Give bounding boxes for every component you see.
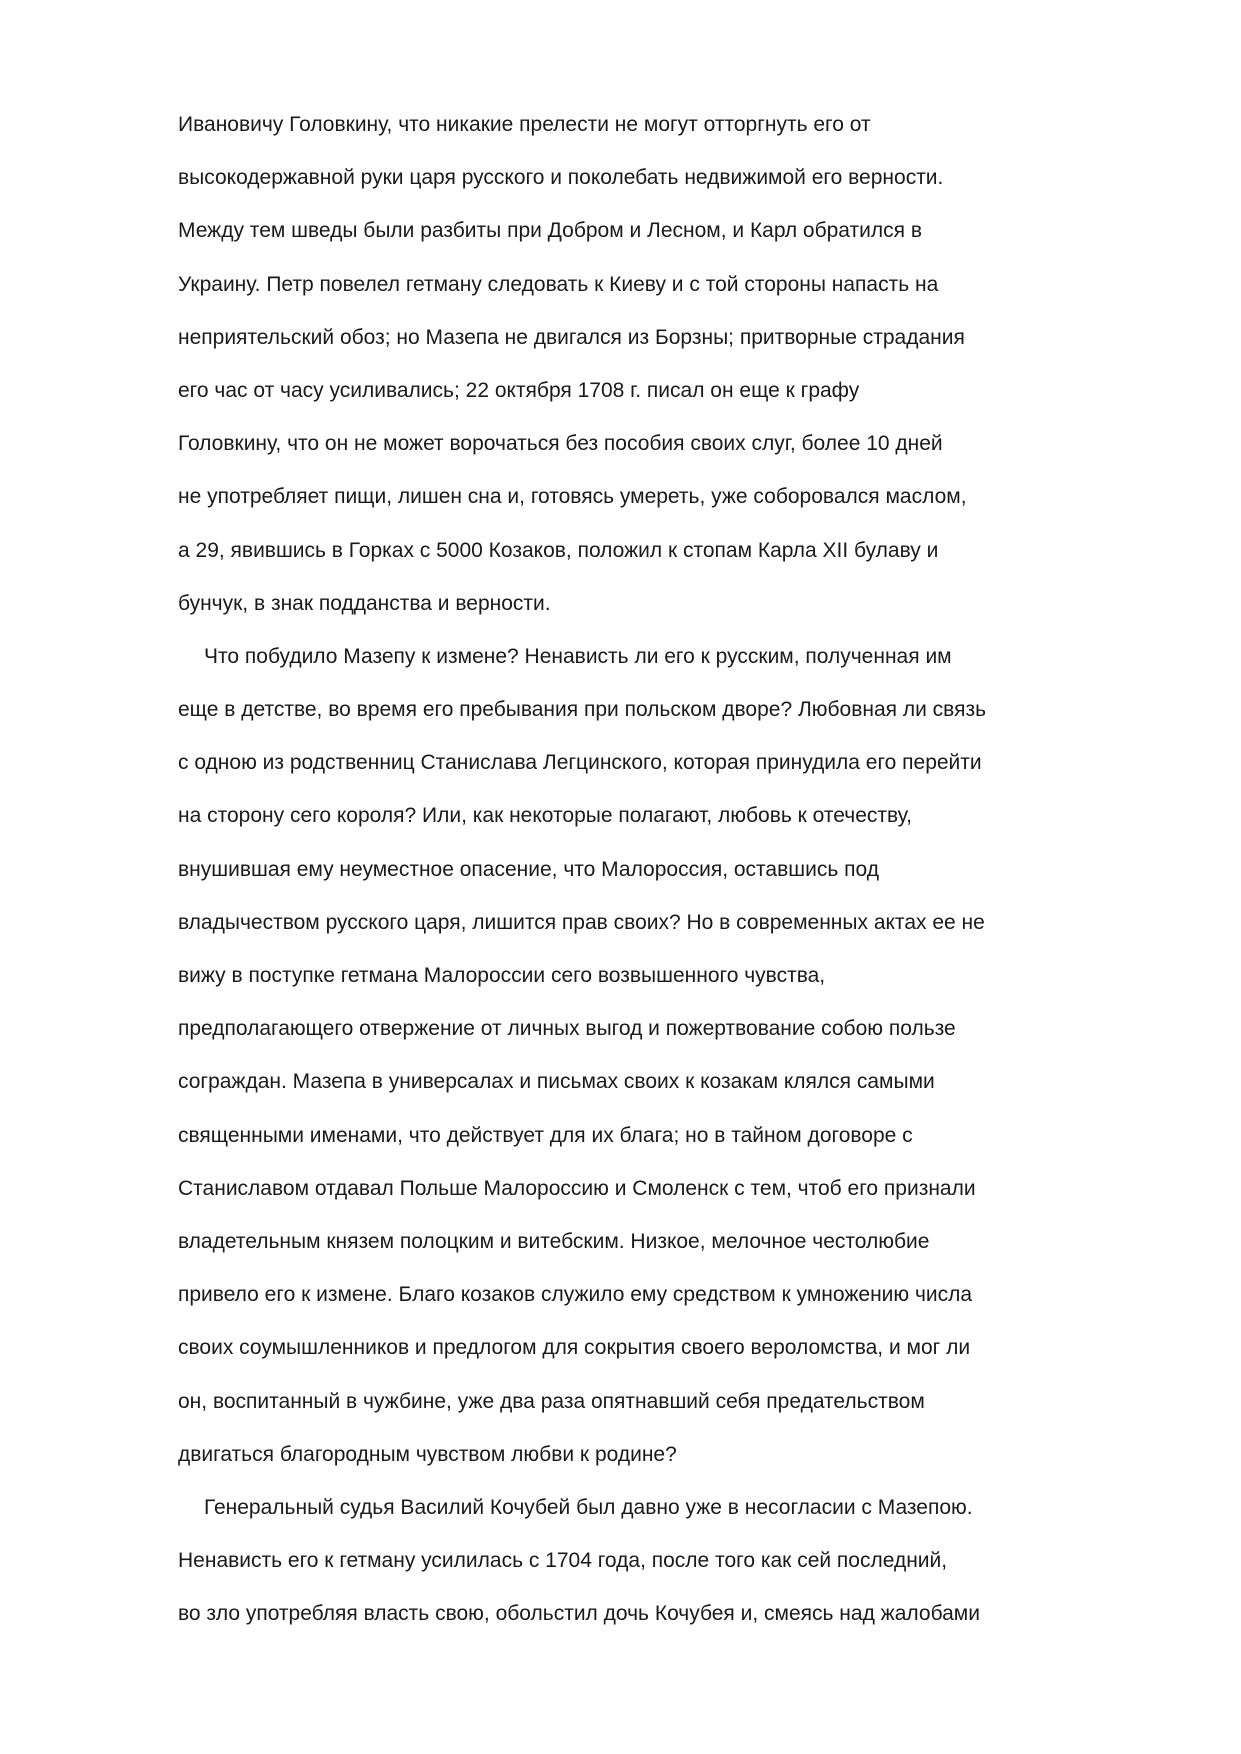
text-line: он, воспитанный в чужбине, уже два раза опятнавший себя предательством bbox=[178, 1389, 925, 1413]
text-line: Ивановичу Головкину, что никакие прелести не могут отторгнуть его от bbox=[178, 113, 871, 136]
text-line: Между тем шведы были разбиты при Добром и Лесном, и Карл обратился в bbox=[178, 219, 922, 243]
text-line: Ненависть его к гетману усилилась с 1704 года, после того как сей последний, bbox=[178, 1549, 948, 1573]
text-line: а 29, явившись в Горках с 5000 Козаков, положил к стопам Карла XII булаву и bbox=[178, 538, 939, 562]
text-line: еще в детстве, во время его пребывания при польском дворе? Любовная ли связь bbox=[178, 698, 987, 722]
text-line: предполагающего отвержение от личных выгод и пожертвование собою пользе bbox=[178, 1017, 956, 1041]
text-line: владычеством русского царя, лишится прав своих? Но в современных актах ее не bbox=[178, 910, 985, 934]
text-line: священными именами, что действует для их блага; но в тайном договоре с bbox=[178, 1123, 913, 1147]
text-line: внушившая ему неуместное опасение, что Малороссия, оставшись под bbox=[178, 857, 879, 881]
text-line: двигаться благородным чувством любви к родине? bbox=[178, 1442, 677, 1466]
text-line: владетельным князем полоцким и витебским. Низкое, мелочное честолюбие bbox=[178, 1229, 930, 1253]
text-line: Головкину, что он не может ворочаться без пособия своих слуг, более 10 дней bbox=[178, 432, 943, 456]
text-line: с одною из родственниц Станислава Легцинского, которая принудила его перейти bbox=[178, 751, 982, 775]
text-line: Украину. Петр повелел гетману следовать к Киеву и с той стороны напасть на bbox=[178, 272, 939, 296]
text-line: своих соумышленников и предлогом для сокрытия своего вероломства, и мог ли bbox=[178, 1336, 971, 1360]
text-line: неприятельский обоз; но Мазепа не двигался из Борзны; притворные страдания bbox=[178, 325, 965, 349]
text-line: во зло употребляя власть свою, обольстил дочь Кочубея и, смеясь над жалобами bbox=[178, 1602, 980, 1626]
text-line: его час от часу усиливались; 22 октября 1708 г. писал он еще к графу bbox=[178, 378, 860, 402]
text-line: Станиславом отдавал Польше Малороссию и Смоленск с тем, чтоб его признали bbox=[178, 1176, 976, 1200]
text-line: на сторону сего короля? Или, как некоторые полагают, любовь к отечеству, bbox=[178, 804, 912, 828]
paragraph-start-line: Генеральный судья Василий Кочубей был давно уже в несогласии с Мазепою. bbox=[204, 1495, 973, 1519]
text-line: высокодержавной руки царя русского и поколебать недвижимой его верности. bbox=[178, 166, 944, 190]
body-text bbox=[178, 110, 1008, 1652]
text-line: не употребляет пищи, лишен сна и, готовясь умереть, уже соборовался маслом, bbox=[178, 485, 967, 509]
text-line: привело его к измене. Благо козаков служило ему средством к умножению числа bbox=[178, 1283, 973, 1307]
text-line: бунчук, в знак подданства и верности. bbox=[178, 591, 551, 615]
paragraph-start-line: Что побудило Мазепу к измене? Ненависть ли его к русским, полученная им bbox=[204, 644, 952, 668]
text-line: сограждан. Мазепа в универсалах и письмах своих к козакам клялся самыми bbox=[178, 1070, 935, 1094]
text-line: вижу в поступке гетмана Малороссии сего возвышенного чувства, bbox=[178, 964, 826, 987]
